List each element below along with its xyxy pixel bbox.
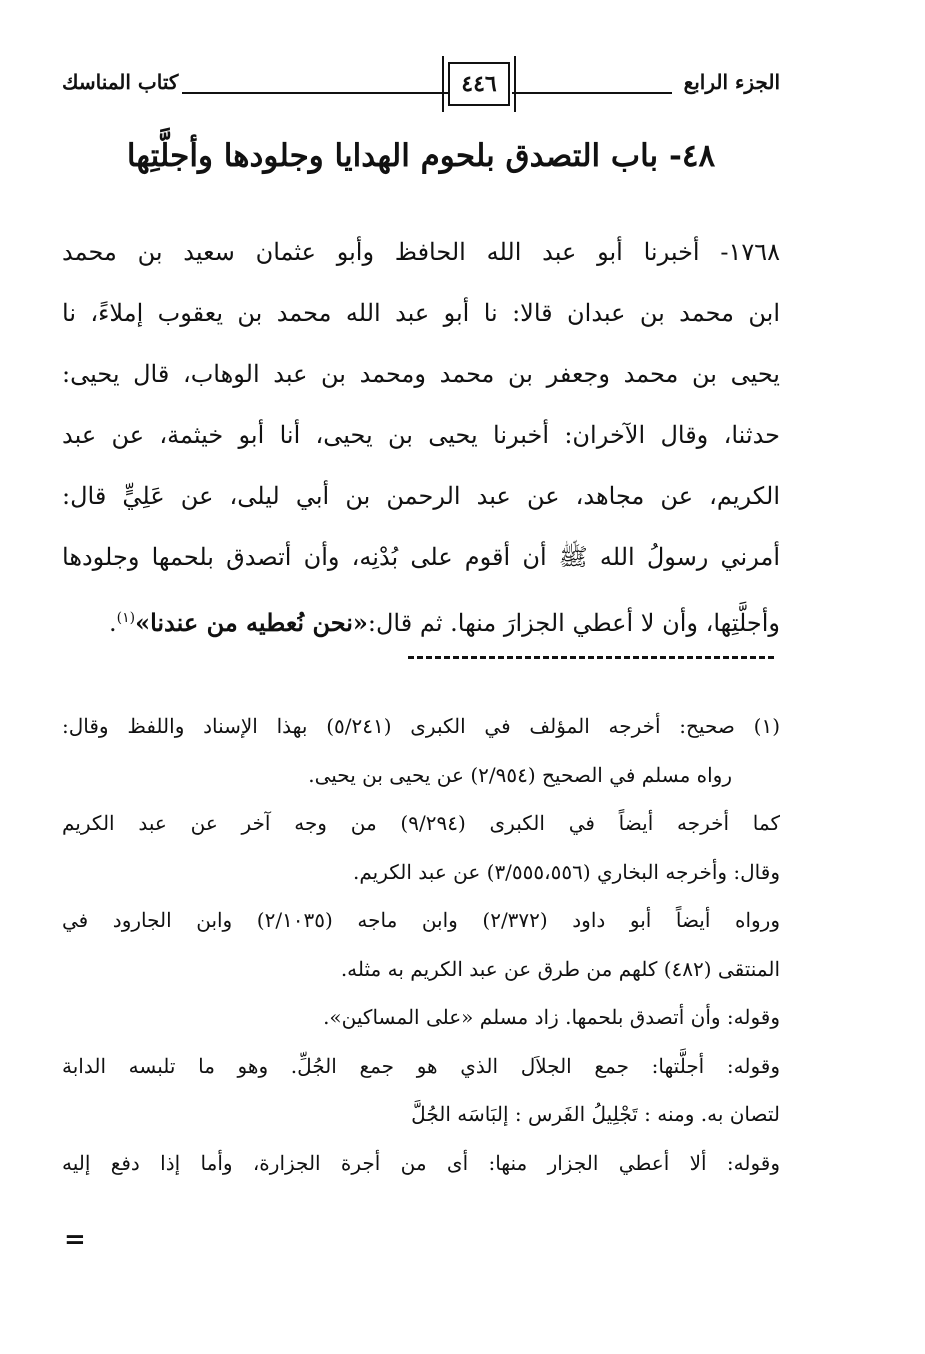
footnote-line [62, 702, 780, 751]
header-rule-right [512, 92, 672, 94]
footnote-line: رواه مسلم في الصحيح (٢/٩٥٤) عن يحيى بن يحيى. [308, 762, 732, 787]
prophetic-quote: «نحن نُعطيه من عندنا» [135, 608, 368, 637]
line-end-punctuation: . [108, 609, 117, 637]
chapter-title: ٤٨- باب التصدق بلحوم الهدايا وجلودها وأجلَّتِها [126, 138, 716, 174]
hadith-line: ابن محمد بن عبدان قالا: نا أبو عبد الله محمد بن يعقوب إملاءً، نا [62, 299, 780, 327]
footnote-marker: (١) [753, 714, 780, 738]
hadith-text [62, 222, 780, 649]
running-header [62, 58, 780, 114]
volume-label: الجزء الرابع [683, 70, 780, 94]
footnote-line: ورواه أيضاً أبو داود (٢/٣٧٢) وابن ماجه (٢/١٠٣٥) وابن الجارود في [62, 908, 780, 932]
continuation-mark: = [64, 1225, 86, 1255]
hadith-line: يحيى بن محمد وجعفر بن محمد ومحمد بن عبد الوهاب، قال يحيى: [62, 360, 780, 388]
page-number: ٤٤٦ [448, 62, 510, 106]
hadith-line: الكريم، عن مجاهد، عن عبد الرحمن بن أبي ليلى، عن عَلِيٍّ قال: [62, 482, 780, 510]
hadith-line: أمرني رسولُ الله ﷺ أن أقوم على بُدْنِه، وأن أتصدق بلحمها وجلودها [62, 543, 780, 571]
hadith-line-text: وأجلَّتِها، وأن لا أعطي الجزارَ منها. ثم قال: [367, 609, 780, 637]
footnote-line: كما أخرجه أيضاً في الكبرى (٩/٢٩٤) من وجه آخر عن عبد الكريم [62, 811, 780, 835]
footnotes [62, 702, 780, 1187]
hadith-line: ١٧٦٨- أخبرنا أبو عبد الله الحافظ وأبو عثمان سعيد بن محمد [62, 238, 780, 266]
header-rule-left [182, 92, 450, 94]
footnote-line: لتصان به. ومنه : تَجْلِيلُ الفَرس : إلبَاسَه الجُلَّ [411, 1102, 780, 1126]
footnote-line: وقال: وأخرجه البخاري (٣/٥٥٥،٥٥٦) عن عبد الكريم. [352, 859, 780, 884]
book-title: كتاب المناسك [62, 70, 179, 94]
hadith-line: حدثنا، وقال الآخران: أخبرنا يحيى بن يحيى، أنا أبو خيثمة، عن عبد [62, 421, 780, 449]
footnote-line: وقوله: وأن أتصدق بلحمها. زاد مسلم «على المساكين». [323, 1005, 780, 1029]
hadith-last-line [62, 588, 780, 649]
footnote-line-text: صحيح: أخرجه المؤلف في الكبرى (٥/٢٤١) بهذا الإسناد واللفظ وقال: [62, 714, 735, 738]
footnote-line: وقوله: ألا أعطي الجزار منها: أى من أجرة الجزارة، وأما إذا دفع إليه [62, 1150, 780, 1175]
footnote-line: وقوله: أجلَّتها: جمع الجلاَل الذي هو جمع الجُلِّ. وهو ما تلبسه الدابة [62, 1053, 780, 1078]
footnote-separator [408, 656, 774, 663]
footnote-reference[interactable]: (١) [116, 610, 136, 626]
footnote-line: المنتقى (٤٨٢) كلهم من طرق عن عبد الكريم به مثله. [340, 956, 780, 981]
